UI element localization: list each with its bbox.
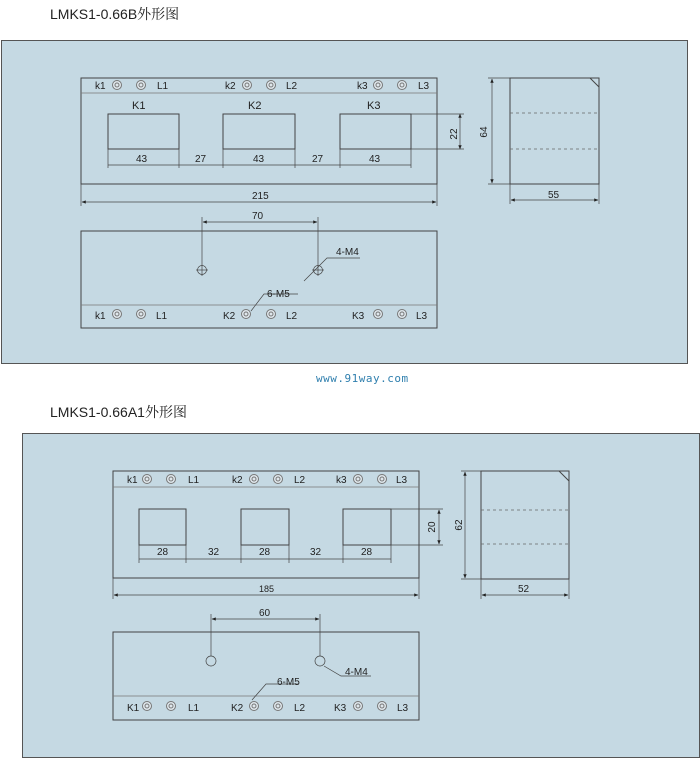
dim-window-height: 22 xyxy=(449,128,460,140)
window-k1 xyxy=(108,114,179,149)
side-view-body xyxy=(481,471,569,579)
window-label: K3 xyxy=(367,100,381,112)
dim-window-width: 28 xyxy=(157,547,169,558)
terminal-label: k1 xyxy=(127,475,138,486)
dim-window-width: 43 xyxy=(253,154,265,165)
terminal-screw-label: 6-M5 xyxy=(267,289,290,300)
dim-window-width: 28 xyxy=(259,547,271,558)
terminal-label: L3 xyxy=(418,81,430,92)
terminal-label: K3 xyxy=(334,703,347,714)
side-height-dimension xyxy=(488,78,510,184)
terminal-label: L1 xyxy=(188,703,200,714)
terminal-label: K2 xyxy=(223,311,236,322)
terminal-label: k1 xyxy=(95,311,106,322)
section2-title: LMKS1-0.66A1外形图 xyxy=(50,404,187,420)
drawing-2 xyxy=(23,434,699,757)
drawing-panel-2 xyxy=(22,433,700,758)
watermark: www.91way.com xyxy=(316,372,409,385)
dim-gap: 27 xyxy=(312,154,324,165)
terminal-label: K1 xyxy=(127,703,140,714)
bottom-view-body xyxy=(113,632,419,720)
terminal-label: K3 xyxy=(352,311,365,322)
terminal-label: k3 xyxy=(336,475,347,486)
dim-side-height: 62 xyxy=(454,519,465,531)
window-label: K2 xyxy=(248,100,262,112)
terminal-label: L1 xyxy=(156,311,168,322)
terminal-label: L2 xyxy=(294,475,306,486)
terminal-label: L2 xyxy=(286,81,298,92)
window-k3 xyxy=(343,509,391,545)
dim-hole-spacing: 60 xyxy=(259,608,271,619)
window-k2 xyxy=(223,114,295,149)
dim-gap: 32 xyxy=(310,547,322,558)
drawing-panel-1 xyxy=(1,40,688,364)
side-view-body xyxy=(510,78,599,184)
dim-overall-width: 185 xyxy=(259,584,275,594)
window-k1 xyxy=(139,509,186,545)
dim-overall-width: 215 xyxy=(252,191,269,202)
terminal-label: L2 xyxy=(286,311,298,322)
dim-hole-spacing: 70 xyxy=(252,211,264,222)
terminal-label: L1 xyxy=(188,475,200,486)
dim-window-width: 28 xyxy=(361,547,373,558)
dim-gap: 32 xyxy=(208,547,220,558)
mounting-screw-label: 4-M4 xyxy=(345,667,368,678)
terminal-label: L1 xyxy=(157,81,169,92)
dim-side-height: 64 xyxy=(479,126,490,138)
dim-gap: 27 xyxy=(195,154,207,165)
window-label: K1 xyxy=(132,100,146,112)
drawing-1 xyxy=(2,41,687,363)
terminal-label: k2 xyxy=(232,475,243,486)
dim-window-width: 43 xyxy=(369,154,381,165)
terminal-screw-label: 6-M5 xyxy=(277,677,300,688)
bottom-view-body xyxy=(81,231,437,328)
terminal-label: k1 xyxy=(95,81,106,92)
dim-window-width: 43 xyxy=(136,154,148,165)
terminal-label: L3 xyxy=(416,311,428,322)
terminal-label: L2 xyxy=(294,703,306,714)
terminal-label: L3 xyxy=(396,475,408,486)
window-k3 xyxy=(340,114,411,149)
dim-side-width: 52 xyxy=(518,584,530,595)
window-k2 xyxy=(241,509,289,545)
terminal-label: K2 xyxy=(231,703,244,714)
mounting-screw-label: 4-M4 xyxy=(336,247,359,258)
dim-window-height: 20 xyxy=(427,521,438,533)
terminal-label: L3 xyxy=(397,703,409,714)
dim-side-width: 55 xyxy=(548,190,560,201)
terminal-label: k3 xyxy=(357,81,368,92)
terminal-label: k2 xyxy=(225,81,236,92)
section1-title: LMKS1-0.66B外形图 xyxy=(50,6,180,22)
